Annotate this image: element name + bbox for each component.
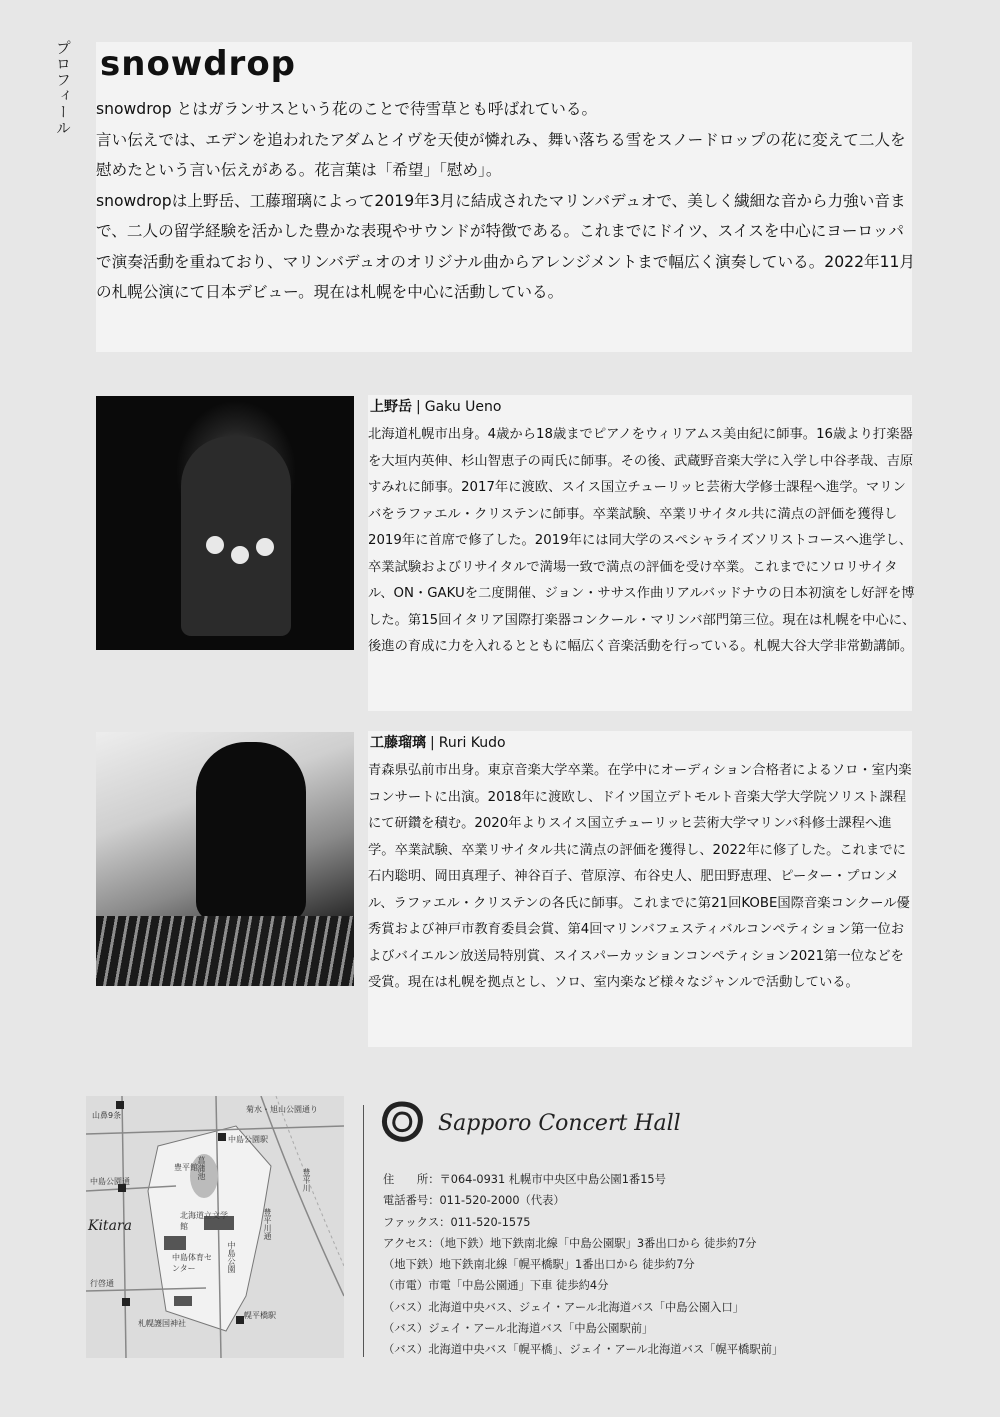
map-label: 行啓通 [90, 1279, 114, 1288]
venue-name: Sapporo Concert Hall [438, 1111, 681, 1136]
name-separator: | [416, 399, 421, 415]
name-separator: | [430, 735, 435, 751]
divider [363, 1105, 364, 1357]
map-label: 幌平橋駅 [244, 1311, 276, 1320]
map-label-kitara: Kitara [88, 1218, 132, 1234]
mallet-head [256, 538, 274, 556]
bio-text: 青森県弘前市出身。東京音楽大学卒業。在学中にオーディション合格者によるソロ・室内楽コンサートに出演。2018年に渡欧し、ドイツ国立デトモルト音楽大学大学院ソリスト課程にて研鑽を積む。2020年よりスイス国立チューリッヒ芸術大学マリンバ科修士課程へ進学。卒業試験、卒業リサイタル共に満点の評価を獲得し、2022年に修了した。これまでに石内聡明、岡田真理子、神谷百子、菅原淳、布谷史人、肥田野恵理、ピーター・プロンメル、ラファエル・クリステンの各氏に師事。これまでに第21回KOBE国際音楽コンクール優秀賞および神戸市教育委員会賞、第4回マリンバフェスティバルコンペティション第一位およびバイエルン放送局特別賞、スイスパーカッションコンペティション2021第一位などを受賞。現在は札幌を拠点とし、ソロ、室内楽など様々なジャンルで活動している。 [368, 763, 912, 990]
venue-info [383, 1169, 783, 1361]
map-label: 中島公園駅 [228, 1135, 268, 1144]
map-label: 菖蒲池 [197, 1156, 206, 1180]
name-en: Gaku Ueno [424, 399, 502, 415]
info-access: （バス）ジェイ・アール北海道バス「中島公園駅前」 [383, 1322, 654, 1336]
performer-silhouette [196, 742, 306, 922]
map-label: 中島公園通 [90, 1177, 130, 1186]
info-access: （バス）北海道中央バス「幌平橋」、ジェイ・アール北海道バス「幌平橋駅前」 [383, 1343, 784, 1357]
kudo-photo [96, 732, 354, 986]
map-label: 山鼻9条 [92, 1111, 122, 1120]
info-access: アクセス：（地下鉄）地下鉄南北線「中島公園駅」3番出口から 徒歩約7分 [383, 1236, 757, 1250]
ueno-photo [96, 396, 354, 650]
mallet-head [206, 536, 224, 554]
info-access: （バス）北海道中央バス、ジェイ・アール北海道バス「中島公園入口」 [383, 1300, 745, 1314]
info-phone: 電話番号：011-520-2000（代表） [383, 1194, 565, 1208]
marimba-bars [96, 916, 354, 986]
name-ja: 工藤瑠璃 [370, 735, 426, 751]
bio-text: 北海道札幌市出身。4歳から18歳までピアノをウィリアムス美由紀に師事。16歳より打楽器を大垣内英伸、杉山智恵子の両氏に師事。その後、武蔵野音楽大学に入学し中谷孝哉、吉原すみれに師事。2017年に渡欧、スイス国立チューリッヒ芸術大学修士課程へ進学。マリンバをラファエル・クリステンに師事。卒業試験、卒業リサイタル共に満点の評価を獲得し2019年に首席で修了した。2019年には同大学のスペシャライズソリストコースへ進学し、卒業試験およびリサイタルで満場一致で満点の評価を受け卒業。これまでにソロリサイタル、ON・GAKUを二度開催、ジョン・ササス作曲リアルバッドナウの日本初演をし好評を博した。第15回イタリア国際打楽器コンクール・マリンバ部門第三位。現在は札幌を中心に、後進の育成に力を入れるとともに幅広く音楽活動を行っている。札幌大谷大学非常勤講師。 [368, 427, 916, 654]
group-description [96, 94, 916, 308]
info-access: （地下鉄）地下鉄南北線「幌平橋駅」1番出口から 徒歩約7分 [383, 1258, 695, 1272]
performer-silhouette [181, 436, 291, 636]
kudo-name [370, 732, 506, 752]
group-title: snowdrop [100, 44, 297, 84]
access-map [86, 1096, 344, 1358]
concert-hall-logo [380, 1100, 424, 1144]
map-label: 札幌護国神社 [138, 1319, 186, 1328]
ueno-name [370, 396, 501, 416]
group-paragraph: 言い伝えでは、エデンを追われたアダムとイヴを天使が憐れみ、舞い落ちる雪をスノードロップの花に変えて二人を慰めたという言い伝えがある。花言葉は「希望」「慰め」。 [96, 130, 906, 179]
map-label: 豊平館 [174, 1163, 198, 1172]
info-access: （市電）市電「中島公園通」下車 徒歩約4分 [383, 1279, 609, 1293]
group-paragraph: snowdropは上野岳、工藤瑠璃によって2019年3月に結成されたマリンバデュオで、美しく繊細な音から力強い音まで、二人の留学経験を活かした豊かな表現やサウンドが特徴である。これまでにドイツ、スイスを中心にヨーロッパで演奏活動を重ねており、マリンバデュオのオリジナル曲からアレンジメントまで幅広く演奏している。2022年11月の札幌公演にて日本デビュー。現在は札幌を中心に活動している。 [96, 191, 916, 301]
map-label: 中島公園 [227, 1241, 236, 1273]
map-label: 中島体育センター [172, 1253, 212, 1273]
map-label: 豊平川 [302, 1168, 311, 1192]
section-label: プロフィール [54, 40, 72, 136]
map-label: 北海道立文学館 [180, 1211, 228, 1231]
map-label: 豊平川通 [263, 1208, 272, 1240]
mallet-head [231, 546, 249, 564]
group-paragraph: snowdrop とはガランサスという花のことで待雪草とも呼ばれている。 [96, 100, 598, 118]
map-label: 菊水・旭山公園通り [246, 1105, 318, 1114]
info-fax: ファックス：011-520-1575 [383, 1215, 531, 1229]
kudo-bio [368, 758, 916, 997]
ueno-bio [368, 422, 916, 661]
name-en: Ruri Kudo [438, 735, 506, 751]
name-ja: 上野岳 [370, 399, 412, 415]
info-address: 住 所：〒064-0931 札幌市中央区中島公園1番15号 [383, 1173, 666, 1186]
